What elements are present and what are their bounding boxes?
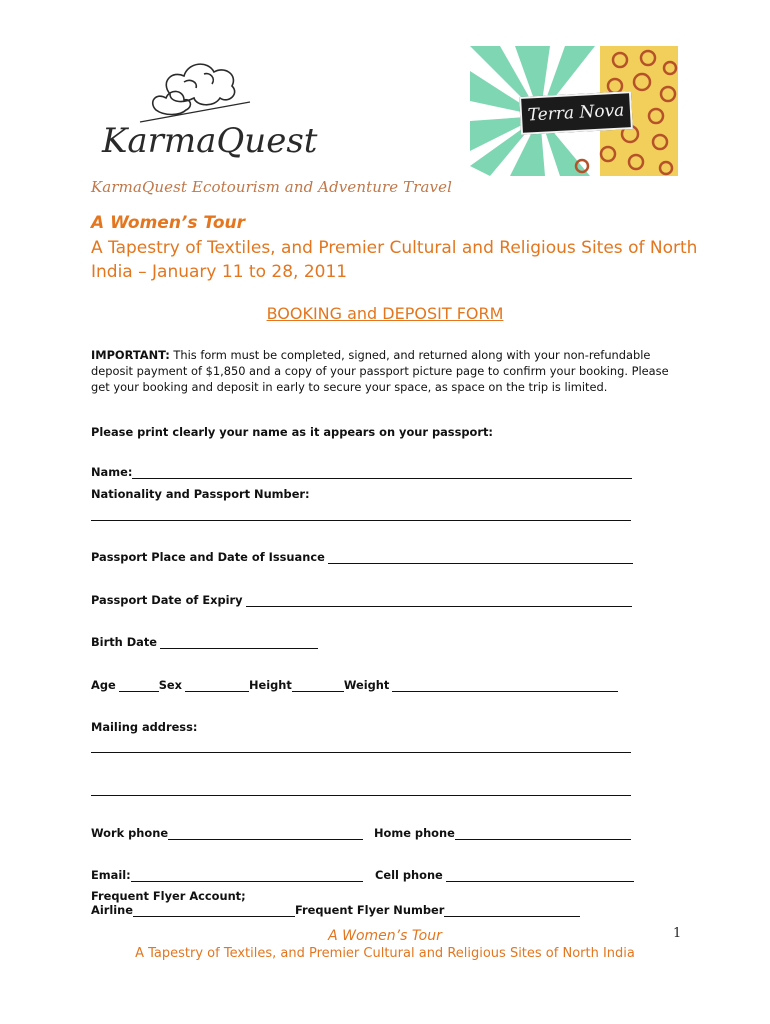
footer-subtitle: A Tapestry of Textiles, and Premier Cultural and Religious Sites of North India: [135, 946, 635, 961]
airline-row: [91, 903, 580, 917]
print-note: Please print clearly your name as it appears on your passport:: [91, 425, 493, 439]
frequent-flyer-label: [91, 889, 246, 903]
body-stats-row: [91, 678, 618, 692]
cell-phone-row: [375, 868, 634, 882]
important-label: IMPORTANT:: [91, 348, 170, 362]
weight-label: Weight: [343, 678, 390, 692]
passport-issuance-field[interactable]: [328, 551, 633, 564]
age-label: Age: [91, 678, 116, 692]
passport-expiry-row: [91, 593, 632, 607]
sex-label: Sex: [158, 678, 182, 692]
cell-phone-label: Cell phone: [375, 868, 443, 882]
karmaquest-logo: [100, 52, 318, 170]
terranova-logo: [470, 46, 678, 176]
mailing-address-label: [91, 720, 197, 734]
height-label: Height: [248, 678, 292, 692]
tour-title: A Women’s Tour: [91, 213, 245, 233]
email-field[interactable]: [131, 869, 363, 882]
passport-expiry-label: Passport Date of Expiry: [91, 593, 243, 607]
frequent-flyer-number-field[interactable]: [444, 904, 580, 917]
email-label: Email:: [91, 868, 131, 882]
terranova-wordmark: Terra Nova: [519, 91, 633, 135]
cell-phone-field[interactable]: [446, 869, 634, 882]
age-field[interactable]: [119, 679, 159, 692]
work-phone-label: Work phone: [91, 826, 169, 840]
karmaquest-logo-graphic: [100, 52, 318, 170]
sex-field[interactable]: [185, 679, 249, 692]
weight-field[interactable]: [392, 679, 618, 692]
birth-date-label: Birth Date: [91, 635, 158, 649]
home-phone-field[interactable]: [455, 827, 631, 840]
work-phone-row: [91, 826, 363, 840]
nationality-label-text: Nationality and Passport Number:: [91, 487, 310, 501]
name-label: Name:: [91, 465, 133, 479]
brand-subtitle: KarmaQuest Ecotourism and Adventure Travel: [91, 178, 452, 196]
form-title: [0, 304, 770, 323]
airline-label: Airline: [91, 903, 133, 917]
nationality-field[interactable]: [91, 520, 631, 521]
home-phone-label: Home phone: [374, 826, 455, 840]
nationality-label: [91, 487, 310, 501]
frequent-flyer-number-label: Frequent Flyer Number: [294, 903, 445, 917]
name-field[interactable]: [132, 466, 632, 479]
mailing-address-line-2[interactable]: [91, 795, 631, 796]
name-row: [91, 465, 632, 479]
mailing-address-label-text: Mailing address:: [91, 720, 198, 734]
important-paragraph: [91, 347, 671, 395]
footer-title: A Women’s Tour: [328, 928, 442, 944]
passport-issuance-label: Passport Place and Date of Issuance: [91, 550, 325, 564]
birth-date-field[interactable]: [160, 636, 318, 649]
form-title-text: BOOKING and DEPOSIT FORM: [266, 304, 504, 323]
email-row: [91, 868, 363, 882]
passport-expiry-field[interactable]: [246, 594, 632, 607]
frequent-flyer-label-text: Frequent Flyer Account;: [91, 889, 246, 903]
svg-text:KarmaQuest: KarmaQuest: [102, 121, 318, 161]
important-text: This form must be completed, signed, and returned along with your non-refundable deposit payment of $1,850 and a copy of your passport picture page to confirm your booking. Please get your booking and deposit in early to secure your space, as space on the trip is limited.: [91, 348, 669, 394]
page-number: 1: [673, 926, 682, 941]
mailing-address-line-1[interactable]: [91, 752, 631, 753]
passport-issuance-row: [91, 550, 633, 564]
work-phone-field[interactable]: [168, 827, 363, 840]
height-field[interactable]: [292, 679, 344, 692]
birth-date-row: [91, 635, 318, 649]
home-phone-row: [374, 826, 631, 840]
airline-field[interactable]: [133, 904, 295, 917]
tour-heading: A Tapestry of Textiles, and Premier Cultural and Religious Sites of North India – January 11 to 28, 2011: [91, 238, 698, 282]
